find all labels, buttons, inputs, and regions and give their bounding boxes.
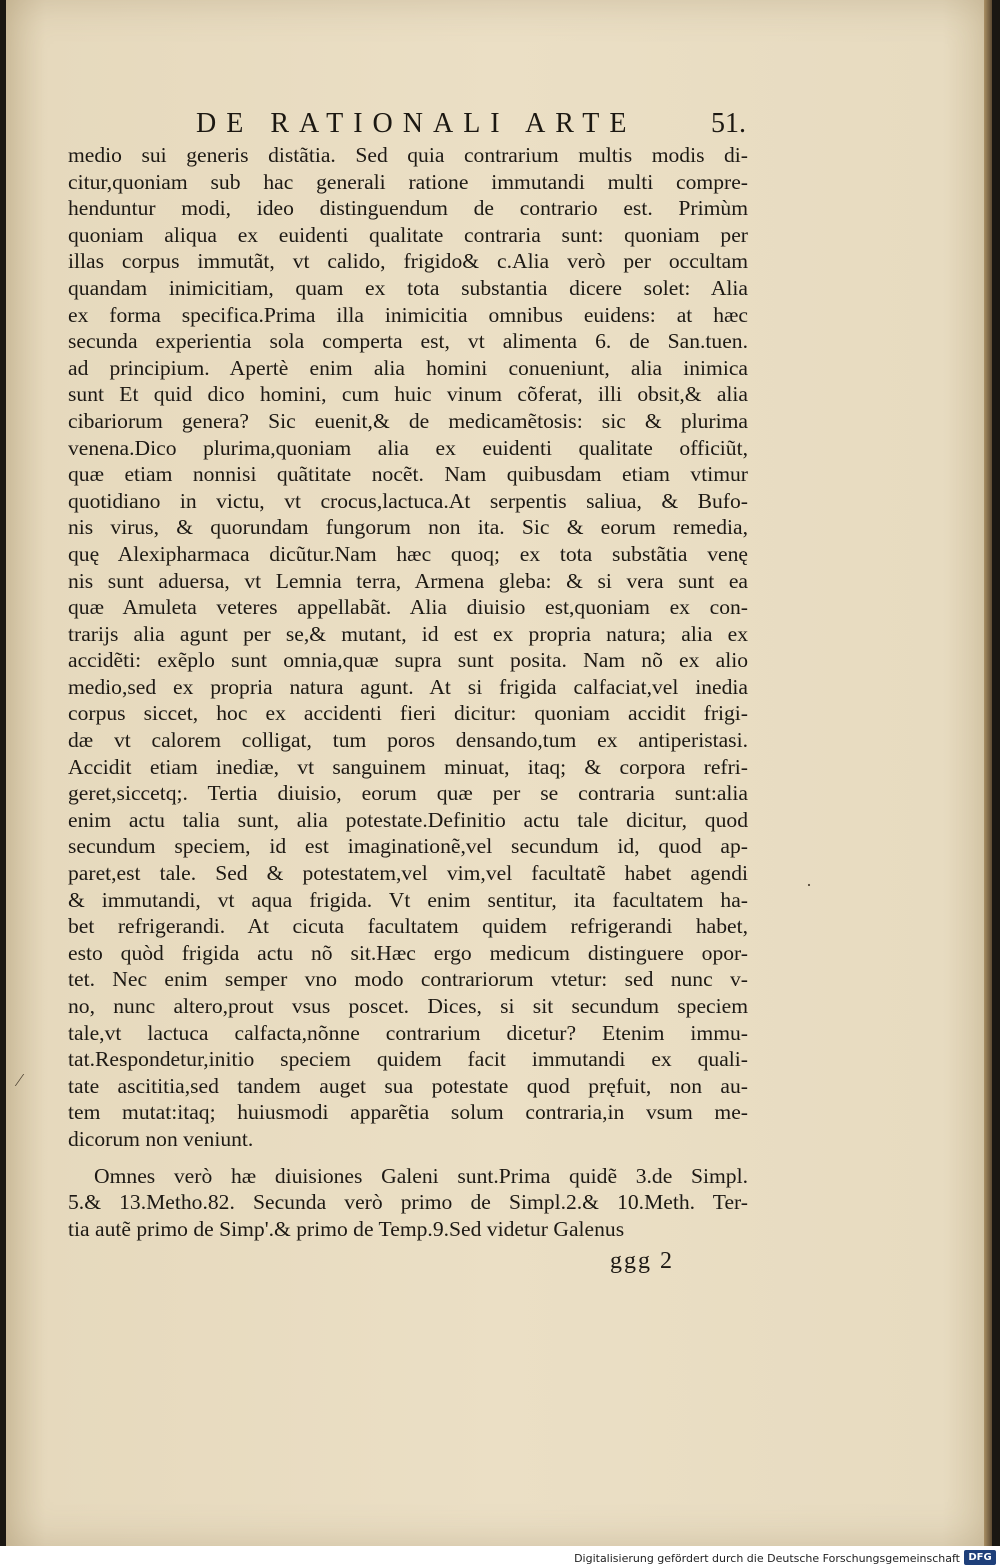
text-line: medio sui generis distãtia. Sed quia contrarium multis modis di-	[68, 143, 748, 167]
text-line: medio,sed ex propria natura agunt. At si frigida calfaciat,vel inedia	[68, 674, 748, 699]
text-line: corpus siccet, hoc ex accidenti fieri dicitur: quoniam accidit frigi-	[68, 701, 748, 726]
running-head: DE RATIONALI ARTE	[196, 108, 637, 139]
text-line: nis sunt aduersa, vt Lemnia terra, Armena gleba: & si vera sunt ea	[68, 568, 748, 593]
text-line: Accidit etiam inediæ, vt sanguinem minuat, itaq; & corpora refri-	[68, 754, 748, 779]
page-header	[196, 108, 746, 140]
text-line: dæ vt calorem colligat, tum poros densando,tum ex antiperistasi.	[68, 728, 748, 753]
dfg-logo-icon: DFG	[964, 1550, 996, 1565]
text-line: paret,est tale. Sed & potestatem,vel vim,vel facultatẽ habet agendi	[68, 861, 748, 886]
text-line: cibariorum genera? Sic euenit,& de medicamẽtosis: sic & plurima	[68, 408, 748, 433]
text-line: tate ascititia,sed tandem auget sua potestate quod pręfuit, non au-	[68, 1073, 748, 1098]
signature-mark: ggg 2	[610, 1248, 674, 1274]
text-line: quotidiano in victu, vt crocus,lactuca.At serpentis saliua, & Bufo-	[68, 488, 748, 513]
text-line: tem mutat:itaq; huiusmodi apparẽtia solum contraria,in vsum me-	[68, 1100, 748, 1125]
page-gutter	[984, 0, 992, 1546]
text-line: tet. Nec enim semper vno modo contrariorum vtetur: sed nunc v-	[68, 967, 748, 992]
text-line: accidẽti: exẽplo sunt omnia,quæ supra sunt posita. Nam nõ ex alio	[68, 648, 748, 673]
footer-credit: Digitalisierung gefördert durch die Deutsche Forschungsgemeinschaft	[574, 1552, 960, 1565]
text-line: 5.& 13.Metho.82. Secunda verò primo de Simpl.2.& 10.Meth. Ter-	[68, 1190, 748, 1215]
margin-stroke: ⁄	[18, 1070, 22, 1090]
book-page	[6, 0, 992, 1546]
text-line: bet refrigerandi. At cicuta facultatem quidem refrigerandi habet,	[68, 914, 748, 939]
page-number: 51.	[711, 108, 746, 139]
text-line: & immutandi, vt aqua frigida. Vt enim sentitur, ita facultatem ha-	[68, 887, 748, 912]
paragraph-gap	[68, 1153, 748, 1163]
text-line: ad principium. Apertè enim alia homini conueniunt, alia inimica	[68, 355, 748, 380]
text-line: enim actu talia sunt, alia potestate.Definitio actu tale dicitur, quod	[68, 807, 748, 832]
body-text	[68, 142, 748, 1242]
text-line: quæ Amuleta veteres appellabãt. Alia diuisio est,quoniam ex con-	[68, 595, 748, 620]
text-line: tat.Respondetur,initio speciem quidem facit immutandi ex quali-	[68, 1047, 748, 1072]
text-line: nis virus, & quorundam fungorum non ita. Sic & eorum remedia,	[68, 515, 748, 540]
text-line: venena.Dico plurima,quoniam alia ex euidenti qualitate officiũt,	[68, 435, 748, 460]
text-line: trarijs alia agunt per se,& mutant, id est ex propria natura; alia ex	[68, 621, 748, 646]
text-line: illas corpus immutãt, vt calido, frigido& c.Alia verò per occultam	[68, 249, 748, 274]
paragraph-1	[68, 142, 748, 1153]
text-line: Omnes verò hæ diuisiones Galeni sunt.Prima quidẽ 3.de Simpl.	[94, 1163, 748, 1188]
text-line: geret,siccetq;. Tertia diuisio, eorum quæ per se contraria sunt:alia	[68, 781, 748, 806]
text-line: quandam inimicitiam, quam ex tota substantia dicere solet: Alia	[68, 275, 748, 300]
text-line: quoniam aliqua ex euidenti qualitate contraria sunt: quoniam per	[68, 222, 748, 247]
text-line: henduntur modi, ideo distinguendum de contrario est. Primùm	[68, 196, 748, 221]
text-line: tia autẽ primo de Simp'.& primo de Temp.9.Sed videtur Galenus	[68, 1216, 625, 1241]
text-line: secunda experientia sola comperta est, vt alimenta 6. de San.tuen.	[68, 329, 748, 354]
text-line: sunt Et quid dico homini, cum huic vinum cõferat, illi obsit,& alia	[68, 382, 748, 407]
text-line: secundum speciem, id est imaginationẽ,vel secundum id, quod ap-	[68, 834, 748, 859]
margin-dot: ·	[806, 875, 812, 895]
text-line: ex forma specifica.Prima illa inimicitia omnibus euidens: at hæc	[68, 302, 748, 327]
text-line: citur,quoniam sub hac generali ratione immutandi multi compre-	[68, 169, 748, 194]
digitization-footer	[0, 1546, 1000, 1568]
text-line: quę Alexipharmaca dicũtur.Nam hæc quoq; ex tota substãtia venę	[68, 541, 748, 566]
text-line: tale,vt lactuca calfacta,nõnne contrarium dicetur? Etenim immu-	[68, 1020, 748, 1045]
text-line: quæ etiam nonnisi quãtitate nocẽt. Nam quibusdam etiam vtimur	[68, 462, 748, 487]
text-line: esto quòd frigida actu nõ sit.Hæc ergo medicum distinguere opor-	[68, 940, 748, 965]
paragraph-2	[68, 1163, 748, 1243]
text-line: dicorum non veniunt.	[68, 1126, 254, 1151]
text-line: no, nunc altero,prout vsus poscet. Dices, si sit secundum speciem	[68, 994, 748, 1018]
